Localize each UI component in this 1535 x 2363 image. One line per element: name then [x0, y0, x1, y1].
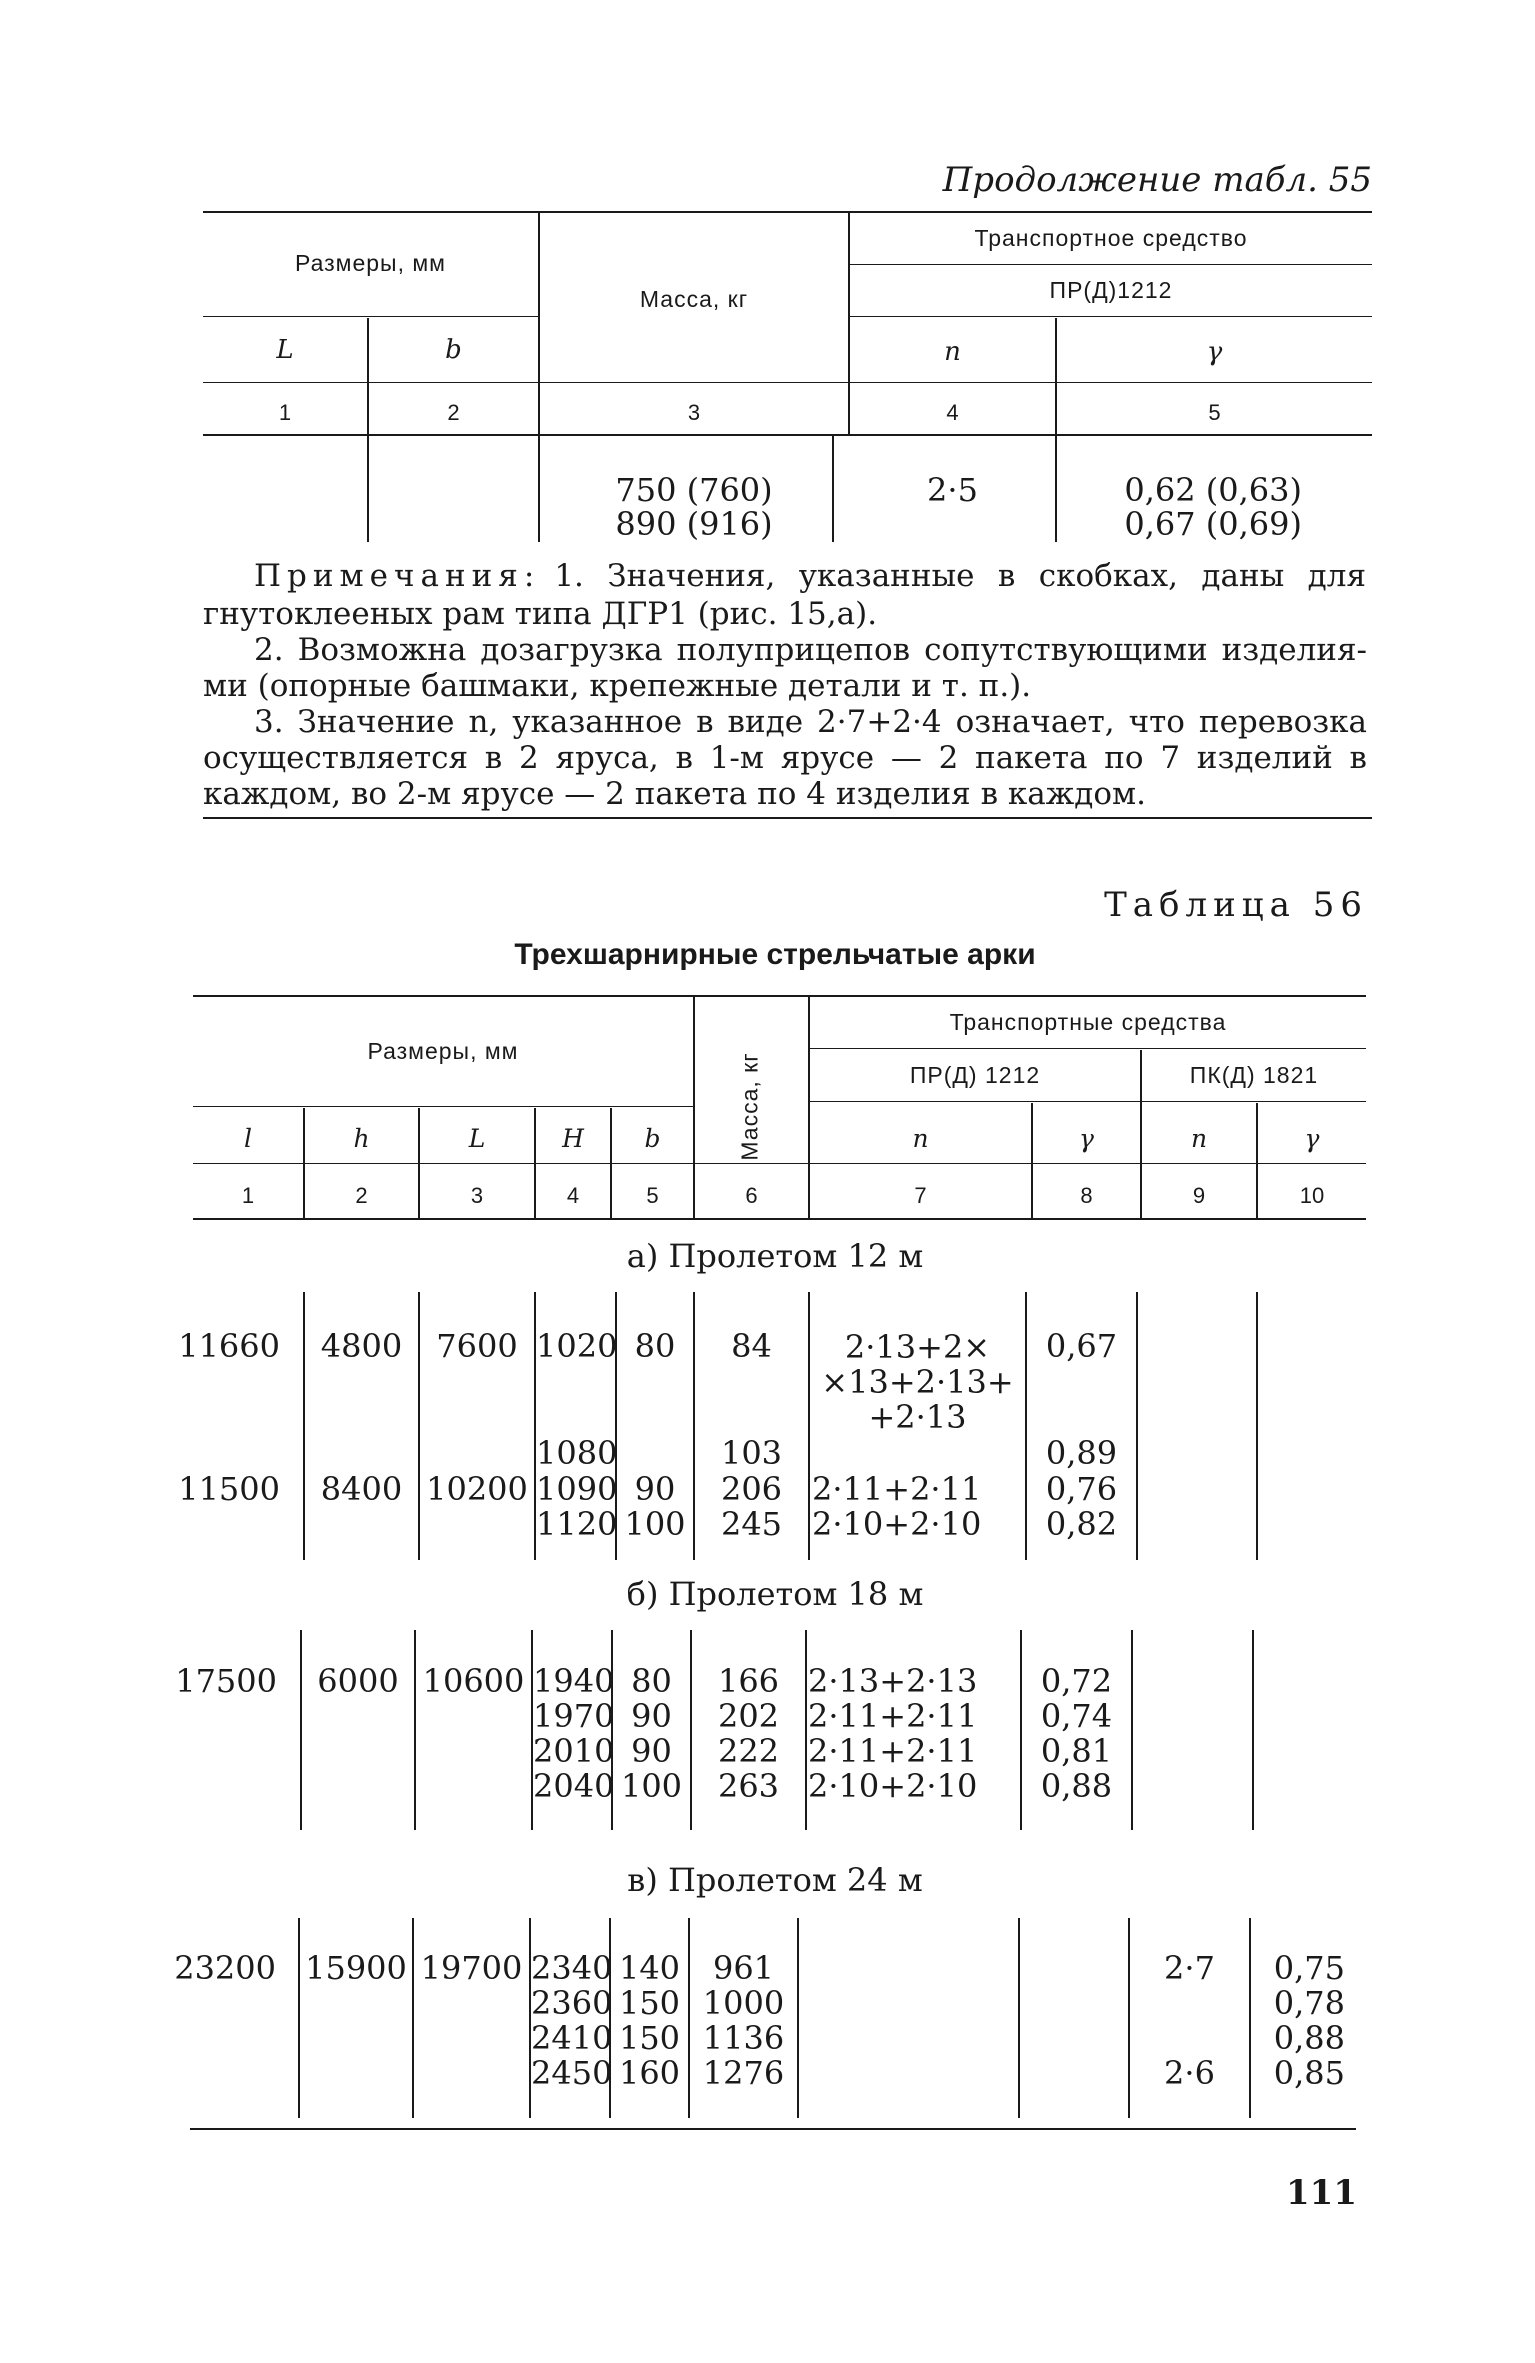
col-number: 2	[355, 1183, 368, 1208]
header-l: l	[244, 1124, 252, 1153]
col-number: 5	[646, 1183, 659, 1208]
note-line: осуществляется в 2 яруса, в 1-м ярусе — 2 пакета по 7 изделий в	[203, 740, 1367, 776]
col-number: 8	[1080, 1183, 1093, 1208]
header-vehicle-2: ПК(Д) 1821	[1189, 1062, 1319, 1088]
cell-gamma: 0,67	[1045, 1327, 1118, 1365]
page-number: 111	[1286, 2173, 1357, 2213]
cell-mass: 890 (916)	[615, 505, 773, 543]
cell-gamma: 0,74	[1040, 1697, 1113, 1735]
cell-gamma-2: 0,78	[1273, 1984, 1345, 2022]
cell-gamma: 0,88	[1040, 1767, 1113, 1805]
cell-gamma: 0,72	[1040, 1662, 1113, 1700]
cell-H: 2360	[531, 1984, 613, 2022]
table55-col-divider	[1055, 436, 1057, 542]
table56-rule	[193, 1163, 1366, 1164]
col-number: 9	[1192, 1183, 1206, 1208]
cell-H: 1090	[536, 1470, 618, 1508]
table56-bottom-rule	[190, 2128, 1356, 2130]
col-number: 4	[566, 1183, 580, 1208]
cell-mass: 961	[712, 1949, 775, 1987]
cell-mass: 263	[717, 1767, 780, 1805]
cell-n: 2·11+2·11	[808, 1732, 978, 1770]
header-sizes: Размеры, мм	[295, 250, 446, 276]
section-c-divider	[797, 1918, 799, 2118]
table55-col-divider	[538, 213, 540, 434]
note-text: 1. Значения, указанные в скобках, даны для	[554, 558, 1366, 594]
cell-n: 2·11+2·11	[812, 1470, 982, 1508]
cell-gamma-2: 0,75	[1273, 1949, 1345, 1987]
cell-L: 10200	[426, 1470, 528, 1508]
cell-h: 15900	[305, 1949, 407, 1987]
header-transport: Транспортные средства	[949, 1009, 1227, 1035]
cell-H: 1080	[536, 1434, 618, 1472]
table56-top-rule	[193, 995, 1366, 997]
table56-rule	[808, 1101, 1366, 1102]
note-line: каждом, во 2-м ярусе — 2 пакета по 4 изделия в каждом.	[203, 776, 1146, 812]
cell-gamma: 0,76	[1045, 1470, 1118, 1508]
cell-mass: 84	[731, 1327, 772, 1365]
cell-l: 17500	[175, 1662, 277, 1700]
cell-l: 23200	[174, 1949, 276, 1987]
section-b-divider	[1252, 1630, 1254, 1830]
cell-b: 90	[631, 1732, 672, 1770]
note-line: 3. Значение n, указанное в виде 2·7+2·4 означает, что перевозка	[254, 704, 1367, 740]
cell-b: 80	[634, 1327, 676, 1365]
table-label: Таблица 56	[1104, 885, 1368, 925]
header-vehicle: ПР(Д)1212	[1049, 277, 1173, 303]
cell-b: 90	[631, 1697, 672, 1735]
cell-n: 2·10+2·10	[812, 1505, 982, 1543]
header-n: n	[944, 337, 961, 367]
note-line: гнутоклееных рам типа ДГР1 (рис. 15,а).	[203, 596, 878, 632]
cell-b: 160	[618, 2054, 681, 2092]
table-title: Трехшарнирные стрельчатые арки	[514, 938, 1036, 971]
note-line: ми (опорные башмаки, крепежные детали и т. п.).	[203, 668, 1032, 704]
cell-gamma: 0,67 (0,69)	[1124, 505, 1302, 543]
cell-b: 100	[620, 1767, 683, 1805]
section-b-divider	[300, 1630, 302, 1830]
cell-n: 2·11+2·11	[808, 1697, 978, 1735]
cell-mass: 245	[720, 1505, 783, 1543]
col-number: 10	[1299, 1183, 1325, 1208]
cell-n: 2·10+2·10	[808, 1767, 978, 1805]
header-gamma: γ	[1206, 337, 1223, 367]
cell-n: 2·13+2×	[844, 1328, 991, 1366]
header-L: L	[276, 335, 294, 365]
note-label: Примечания:	[254, 558, 541, 594]
table55-top-rule	[203, 211, 1372, 213]
cell-b: 140	[618, 1949, 681, 1987]
cell-H: 2040	[533, 1767, 615, 1805]
col-number: 2	[447, 400, 460, 425]
section-title: а) Пролетом 12 м	[626, 1237, 924, 1275]
cell-mass: 202	[717, 1697, 780, 1735]
cell-mass: 1000	[702, 1984, 785, 2022]
header-n-2: n	[1190, 1124, 1208, 1153]
header-b: b	[644, 1124, 661, 1153]
section-a-divider	[1256, 1292, 1258, 1560]
cell-n: 2·5	[927, 471, 978, 509]
section-title: б) Пролетом 18 м	[626, 1575, 924, 1613]
notes-bottom-rule	[203, 817, 1372, 819]
cell-L: 7600	[436, 1327, 518, 1365]
table55-col-divider	[367, 436, 369, 542]
cell-n: +2·13	[868, 1398, 967, 1436]
cell-H: 1020	[536, 1327, 618, 1365]
cell-gamma: 0,89	[1045, 1434, 1118, 1472]
header-sizes: Размеры, мм	[367, 1038, 519, 1064]
table56-rule	[193, 1106, 693, 1107]
section-a-divider	[1136, 1292, 1138, 1560]
cell-h: 6000	[317, 1662, 399, 1700]
header-mass: Масса, кг	[639, 286, 749, 312]
table55-rule	[203, 382, 1372, 383]
table55-rule	[848, 316, 1372, 317]
cell-b: 90	[634, 1470, 676, 1508]
cell-gamma: 0,82	[1045, 1505, 1118, 1543]
cell-l: 11660	[178, 1327, 280, 1365]
cell-mass: 1136	[702, 2019, 785, 2057]
cell-gamma-2: 0,85	[1273, 2054, 1345, 2092]
col-number: 3	[470, 1183, 484, 1208]
table55-rule	[848, 264, 1372, 265]
cell-h: 4800	[320, 1327, 403, 1365]
header-H: H	[562, 1124, 584, 1153]
cell-n: ×13+2·13+	[821, 1363, 1014, 1401]
cell-H: 2450	[531, 2054, 613, 2092]
section-c-divider	[298, 1918, 300, 2118]
cell-h: 8400	[320, 1470, 403, 1508]
cell-H: 2010	[533, 1732, 615, 1770]
cell-mass: 103	[720, 1434, 783, 1472]
cell-mass: 166	[717, 1662, 780, 1700]
section-b-divider	[414, 1630, 416, 1830]
cell-b: 150	[618, 2019, 681, 2057]
col-number: 3	[687, 400, 701, 425]
table56-rule	[808, 1048, 1366, 1049]
cell-gamma-2: 0,88	[1273, 2019, 1345, 2057]
header-vehicle-1: ПР(Д) 1212	[909, 1062, 1041, 1088]
cell-n-2: 2·7	[1164, 1949, 1215, 1987]
cell-H: 1970	[533, 1697, 615, 1735]
cell-gamma: 0,62 (0,63)	[1124, 471, 1302, 509]
cell-n: 2·13+2·13	[808, 1662, 978, 1700]
header-b: b	[445, 335, 462, 365]
section-c-divider	[1249, 1918, 1251, 2118]
cell-l: 11500	[178, 1470, 280, 1508]
col-number: 4	[946, 400, 959, 425]
table-continuation-caption: Продолжение табл. 55	[942, 160, 1372, 200]
col-number: 5	[1208, 400, 1221, 425]
cell-L: 19700	[420, 1949, 523, 1987]
section-b-divider	[805, 1630, 807, 1830]
cell-b: 80	[631, 1662, 672, 1700]
section-c-divider	[412, 1918, 414, 2118]
header-h: h	[353, 1124, 370, 1153]
cell-b: 150	[618, 1984, 681, 2022]
header-gamma-1: γ	[1079, 1124, 1094, 1153]
cell-mass: 222	[717, 1732, 780, 1770]
header-n-1: n	[912, 1124, 929, 1153]
cell-b: 100	[624, 1505, 686, 1543]
cell-gamma: 0,81	[1040, 1732, 1113, 1770]
table55-rule	[203, 316, 538, 317]
col-number: 1	[278, 400, 292, 425]
cell-H: 1120	[536, 1505, 618, 1543]
col-number: 6	[745, 1183, 758, 1208]
table56-rule	[193, 1218, 1366, 1220]
cell-n-2: 2·6	[1164, 2054, 1215, 2092]
header-transport: Транспортное средство	[974, 225, 1248, 251]
header-mass: Масса, кг	[736, 1052, 763, 1161]
section-title: в) Пролетом 24 м	[627, 1861, 923, 1899]
cell-H: 2410	[531, 2019, 613, 2057]
note-line: 2. Возможна дозагрузка полуприцепов сопутствующими изделия-	[254, 632, 1367, 668]
cell-mass: 1276	[702, 2054, 785, 2092]
table55-rule	[203, 434, 1372, 436]
header-gamma-2: γ	[1304, 1124, 1320, 1153]
cell-mass: 750 (760)	[615, 471, 773, 509]
section-c-divider	[1018, 1918, 1020, 2118]
cell-H: 2340	[531, 1949, 613, 1987]
note-line	[254, 558, 1366, 594]
col-number: 7	[914, 1183, 927, 1208]
cell-H: 1940	[533, 1662, 615, 1700]
cell-L: 10600	[422, 1662, 525, 1700]
cell-mass: 206	[720, 1470, 783, 1508]
col-number: 1	[241, 1183, 255, 1208]
header-L: L	[468, 1124, 486, 1153]
section-b-divider	[1131, 1630, 1133, 1830]
